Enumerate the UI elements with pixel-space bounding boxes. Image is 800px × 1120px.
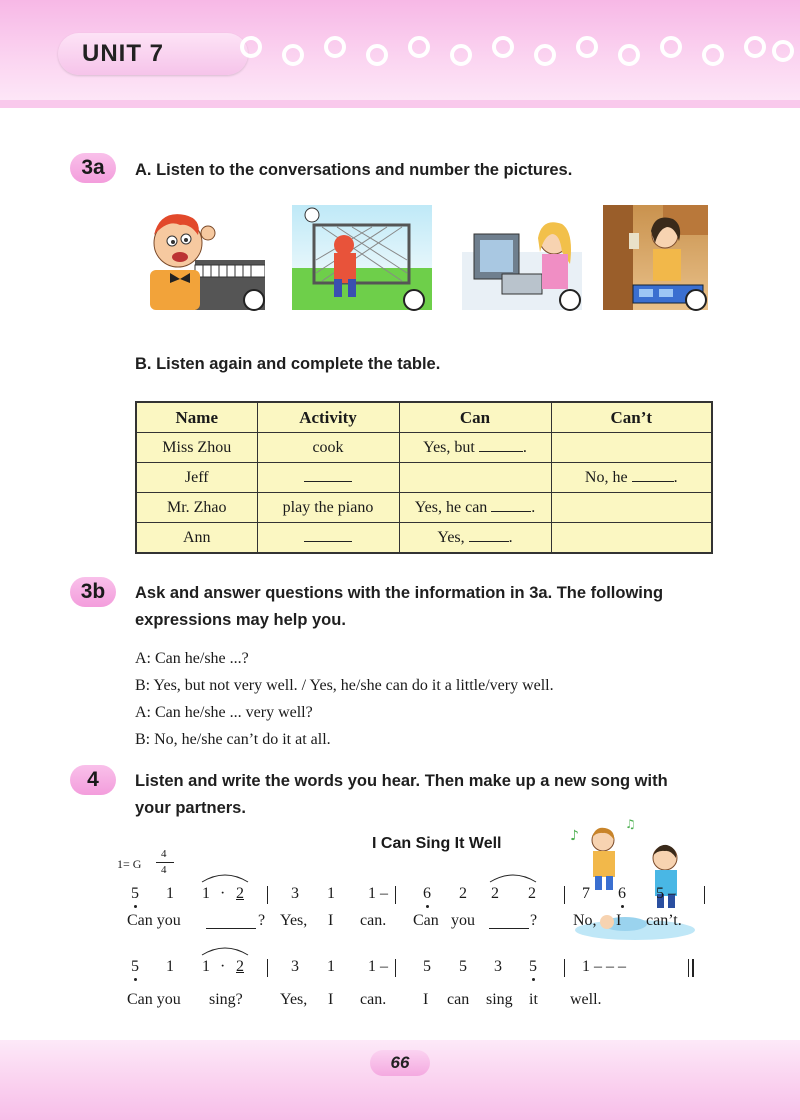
lyric: can. [360, 991, 387, 1008]
bar-line [395, 959, 396, 977]
lyric: Yes, [280, 912, 308, 929]
table-row [136, 433, 712, 463]
header-activity: Activity [257, 402, 399, 433]
badge-3a: 3a [70, 153, 116, 183]
badge-4: 4 [70, 765, 116, 795]
lyric: can [447, 991, 470, 1008]
table-row [136, 523, 712, 554]
page-number: 66 [390, 1053, 410, 1072]
number-circle-1[interactable] [243, 289, 265, 311]
lyric: can’t. [646, 912, 682, 929]
header-cant: Can’t [551, 402, 712, 433]
note: 1 [202, 958, 210, 975]
instruction-3b-line2: expressions may help you. [135, 611, 346, 629]
cell-cant[interactable] [551, 523, 712, 554]
note: 1 [327, 885, 335, 902]
header-can: Can [399, 402, 551, 433]
cell-cant[interactable]: No, he . [551, 463, 712, 493]
time-signature-bottom: 4 [161, 864, 167, 876]
cell-can[interactable]: Yes, he can . [399, 493, 551, 523]
end-bar-line-thick [692, 959, 694, 977]
song-title: I Can Sing It Well [372, 835, 502, 852]
dialog-line-3: A: Can he/she ... very well? [135, 704, 313, 721]
note: 2 [459, 885, 467, 902]
instruction-3a-a: A. Listen to the conversations and number the pictures. [135, 161, 573, 179]
note: 5 [131, 885, 139, 902]
lyric-blank-1[interactable] [206, 928, 256, 929]
note: 6 [423, 885, 431, 902]
low-dot [621, 905, 624, 908]
note: 1 – [368, 958, 388, 975]
note: 1 [327, 958, 335, 975]
lyric: sing [486, 991, 513, 1008]
svg-text:♪: ♪ [570, 828, 579, 844]
lyric: ? [530, 912, 538, 929]
dialog-line-4: B: No, he/she can’t do it at all. [135, 731, 331, 748]
bar-line [564, 886, 565, 904]
cell-cant[interactable] [551, 493, 712, 523]
note: 1 – [368, 885, 388, 902]
instruction-3a-b: B. Listen again and complete the table. [135, 355, 441, 373]
lyric: I [328, 912, 334, 929]
lyric: sing? [209, 991, 243, 1008]
cell-can[interactable]: Yes, . [399, 523, 551, 554]
bar-line [704, 886, 705, 904]
table-row [136, 493, 712, 523]
note: 5 [131, 958, 139, 975]
key-signature: 1= G [117, 857, 142, 871]
note: 3 [494, 958, 502, 975]
low-dot [134, 905, 137, 908]
header-strip [0, 100, 800, 108]
cell-activity[interactable] [257, 463, 399, 493]
lyric: can. [360, 912, 387, 929]
lyric: Can you [127, 912, 181, 929]
dialog-line-1: A: Can he/she ...? [135, 650, 249, 667]
note: 2 [236, 885, 244, 902]
lyric: No, [573, 912, 597, 929]
note: 5 – [656, 885, 676, 902]
note: 2 [236, 958, 244, 975]
note: 5 [423, 958, 431, 975]
dialog-line-2: B: Yes, but not very well. / Yes, he/she can do it a little/very well. [135, 677, 554, 694]
lyric-blank-2[interactable] [489, 928, 529, 929]
lyric: well. [570, 991, 602, 1008]
lyric: I [328, 991, 334, 1008]
lyric: Yes, [280, 991, 308, 1008]
note: 1 [166, 958, 174, 975]
instruction-4-line1: Listen and write the words you hear. Then make up a new song with [135, 772, 668, 790]
svg-text:♫: ♫ [625, 818, 636, 831]
note: 3 [291, 885, 299, 902]
note: 6 [618, 885, 626, 902]
note: · [220, 885, 226, 902]
unit-title: UNIT 7 [82, 40, 165, 67]
lyric: ? [258, 912, 266, 929]
lyric: Can [413, 912, 439, 929]
cell-name: Miss Zhou [136, 433, 257, 463]
table-header-row [136, 402, 712, 433]
lyric: Can you [127, 991, 181, 1008]
table-row [136, 463, 712, 493]
bar-line [267, 959, 268, 977]
cell-name: Mr. Zhao [136, 493, 257, 523]
cell-name: Ann [136, 523, 257, 554]
activity-table [135, 401, 713, 554]
cell-activity: play the piano [257, 493, 399, 523]
note: 1 [166, 885, 174, 902]
cell-activity[interactable] [257, 523, 399, 554]
lyric: you [451, 912, 475, 929]
bar-line [395, 886, 396, 904]
lyric: it [529, 991, 538, 1008]
time-signature-top: 4 [161, 848, 167, 860]
time-signature-line [156, 862, 174, 863]
lyric: I [616, 912, 622, 929]
badge-3b: 3b [70, 577, 116, 607]
number-circle-3[interactable] [559, 289, 581, 311]
low-dot [134, 978, 137, 981]
cell-can[interactable]: Yes, but . [399, 433, 551, 463]
header-name: Name [136, 402, 257, 433]
cell-can[interactable] [399, 463, 551, 493]
note: 2 [528, 885, 536, 902]
instruction-3b-line1: Ask and answer questions with the information in 3a. The following [135, 584, 664, 602]
slur [200, 943, 250, 957]
slur [488, 870, 538, 884]
note: · [220, 958, 226, 975]
low-dot [426, 905, 429, 908]
note: 1 – – – [582, 958, 626, 975]
instruction-4-line2: your partners. [135, 799, 246, 817]
note: 7 [582, 885, 590, 902]
bar-line [267, 886, 268, 904]
note: 5 [529, 958, 537, 975]
bar-line [564, 959, 565, 977]
note: 2 [491, 885, 499, 902]
number-circle-4[interactable] [685, 289, 707, 311]
low-dot [532, 978, 535, 981]
note: 5 [459, 958, 467, 975]
cell-cant[interactable] [551, 433, 712, 463]
slur [200, 870, 250, 884]
end-bar-line [688, 959, 689, 977]
cell-name: Jeff [136, 463, 257, 493]
lyric: I [423, 991, 429, 1008]
note: 1 [202, 885, 210, 902]
number-circle-2[interactable] [403, 289, 425, 311]
cell-activity: cook [257, 433, 399, 463]
note: 3 [291, 958, 299, 975]
